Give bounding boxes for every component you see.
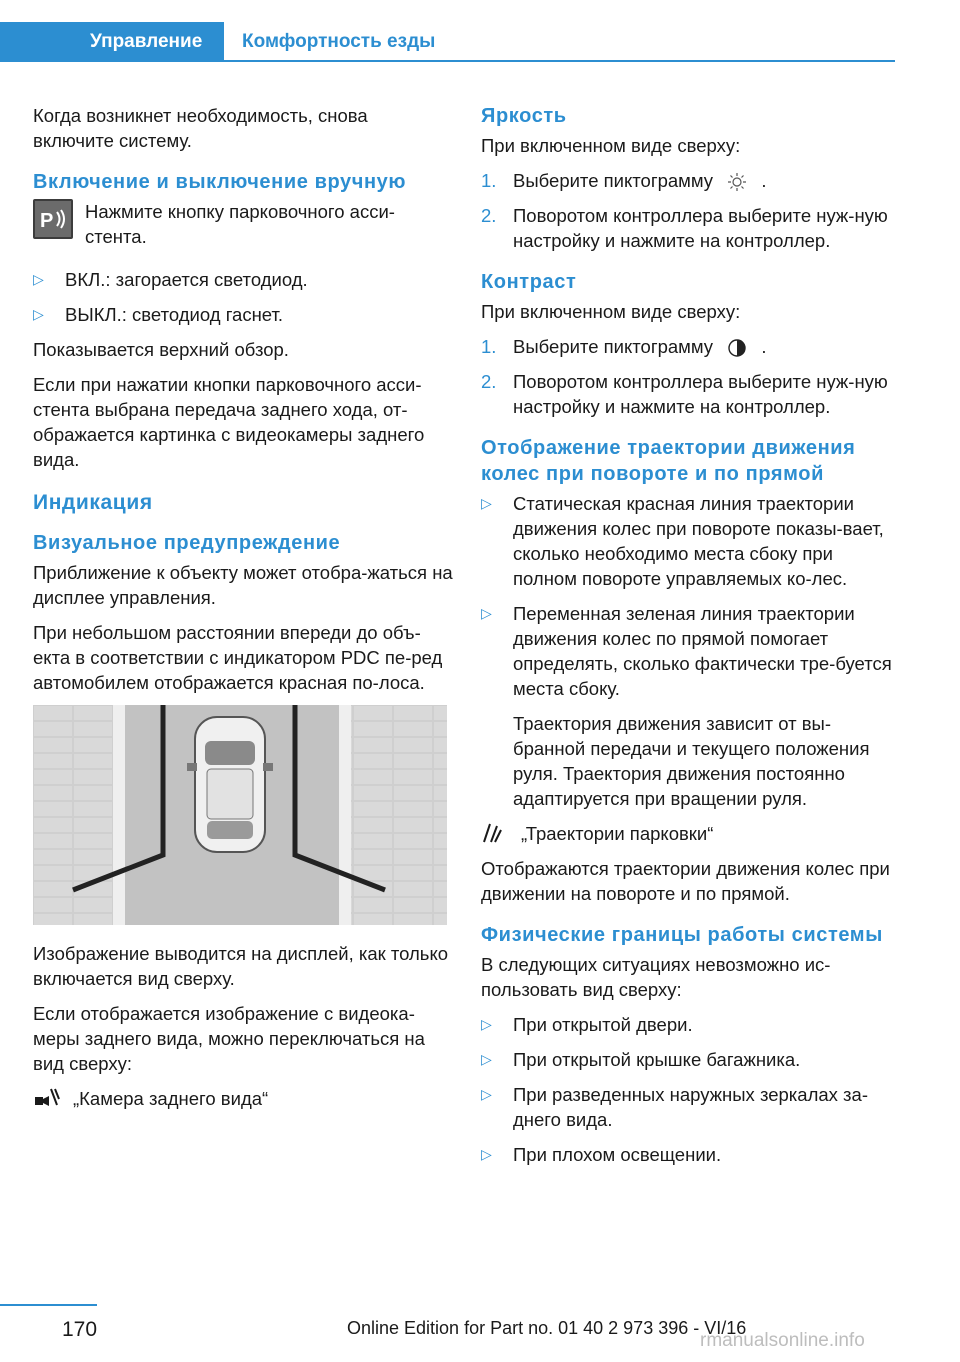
list-item: ▷ Статическая красная линия траектории движения колес при повороте показы-вает, сколько необходимо места сбоку при полном повороте управляемых ко-лес. bbox=[481, 493, 884, 589]
list-item: 1. Выберите пиктограмму . bbox=[481, 336, 767, 357]
heading-contrast: Контраст bbox=[481, 271, 577, 293]
paragraph-limits: В следующих ситуациях невозможно ис-пользовать вид сверху: bbox=[481, 954, 831, 1000]
heading-system-limits: Физические границы работы системы bbox=[481, 924, 883, 946]
list-item: ▷ Переменная зеленая линия траектории движения колес по прямой помогает определять, сколько фактически тре-буется места сбоку. bbox=[481, 603, 892, 699]
rear-camera-label: „Камера заднего вида“ bbox=[73, 1088, 269, 1109]
left-column bbox=[33, 103, 453, 1121]
list-item: ▷ При разведенных наружных зеркалах за-днего вида. bbox=[481, 1084, 868, 1130]
contrast-icon bbox=[728, 339, 746, 357]
triangle-bullet-icon: ▷ bbox=[33, 306, 44, 322]
footer-rule bbox=[0, 1304, 97, 1306]
paragraph-trajectory-note: Траектория движения зависит от вы-бранной передачи и текущего положения руля. Траектория движения постоянно адаптируется при вращении руля. bbox=[513, 713, 870, 809]
svg-text:P: P bbox=[40, 210, 54, 232]
parking-assistant-button-icon bbox=[33, 199, 73, 239]
rear-camera-item bbox=[33, 1086, 453, 1111]
triangle-bullet-icon: ▷ bbox=[481, 1016, 492, 1032]
paragraph-top-view: Показывается верхний обзор. bbox=[33, 339, 289, 360]
paragraph-top-view-on: При включенном виде сверху: bbox=[481, 135, 741, 156]
list-item: ▷ ВЫКЛ.: светодиод гаснет. bbox=[33, 304, 284, 325]
heading-trajectory: Отображение траектории движения колес при повороте и по прямой bbox=[481, 437, 856, 485]
list-item: ▷ При плохом освещении. bbox=[481, 1144, 722, 1165]
paragraph-reverse-gear: Если при нажатии кнопки парковочного асси-стента выбрана передача заднего хода, от-ображается картинка с видеокамеры заднего вида. bbox=[33, 374, 425, 470]
brightness-icon bbox=[728, 173, 746, 191]
edition-text: Online Edition for Part no. 01 40 2 973 396 - VI/16 bbox=[347, 1318, 747, 1338]
header-section-tab bbox=[0, 22, 224, 62]
paragraph-reenable: Когда возникнет необходимость, снова включите систему. bbox=[33, 105, 368, 151]
parking-trajectory-item bbox=[481, 821, 896, 846]
list-item: 2. Поворотом контроллера выберите нуж-ную настройку и нажмите на контроллер. bbox=[481, 205, 888, 251]
triangle-bullet-icon: ▷ bbox=[481, 1086, 492, 1102]
list-item: 1. Выберите пиктограмму . bbox=[481, 170, 767, 191]
triangle-bullet-icon: ▷ bbox=[33, 271, 44, 287]
triangle-bullet-icon: ▷ bbox=[481, 605, 492, 621]
top-view-illustration bbox=[33, 705, 447, 925]
paragraph-display: Изображение выводится на дисплей, как только включается вид сверху. bbox=[33, 943, 449, 989]
paragraph-approach: Приближение к объекту может отобра-жаться на дисплее управления. bbox=[33, 562, 453, 608]
list-item: ▷ При открытой крышке багажника. bbox=[481, 1049, 801, 1070]
triangle-bullet-icon: ▷ bbox=[481, 1146, 492, 1162]
triangle-bullet-icon: ▷ bbox=[481, 495, 492, 511]
list-item: ▷ При открытой двери. bbox=[481, 1014, 693, 1035]
header-section-label: Управление bbox=[90, 31, 203, 52]
parking-trajectory-icon bbox=[481, 822, 503, 844]
paragraph-switch-view: Если отображается изображение с видеока-меры заднего вида, можно переключаться на вид сверху: bbox=[33, 1003, 425, 1074]
page-number: 170 bbox=[62, 1318, 98, 1341]
parking-button-text: Нажмите кнопку парковочного асси-стента. bbox=[85, 201, 395, 247]
heading-indication: Индикация bbox=[33, 491, 153, 514]
paragraph-trajectories-shown: Отображаются траектории движения колес при движении на повороте и по прямой. bbox=[481, 858, 890, 904]
triangle-bullet-icon: ▷ bbox=[481, 1051, 492, 1067]
rear-camera-icon bbox=[33, 1087, 61, 1111]
right-column bbox=[481, 103, 896, 1177]
parking-button-instruction bbox=[33, 199, 453, 249]
header-rule bbox=[0, 60, 895, 62]
heading-brightness: Яркость bbox=[481, 105, 567, 127]
list-item: 2. Поворотом контроллера выберите нуж-ную настройку и нажмите на контроллер. bbox=[481, 371, 888, 417]
paragraph-top-view-on-2: При включенном виде сверху: bbox=[481, 301, 741, 322]
watermark: rmanualsonline.info bbox=[700, 1330, 865, 1351]
heading-manual-switch: Включение и выключение вручную bbox=[33, 171, 407, 193]
parking-trajectory-label: „Траектории парковки“ bbox=[521, 823, 714, 844]
header-subsection: Комфортность езды bbox=[242, 31, 436, 52]
paragraph-red-bar: При небольшом расстоянии впереди до объ-екта в соответствии с индикатором PDC пе-ред автомобилем отображается красная по-лоса. bbox=[33, 622, 443, 693]
list-item: ▷ ВКЛ.: загорается светодиод. bbox=[33, 269, 308, 290]
heading-visual-warning: Визуальное предупреждение bbox=[33, 532, 341, 554]
